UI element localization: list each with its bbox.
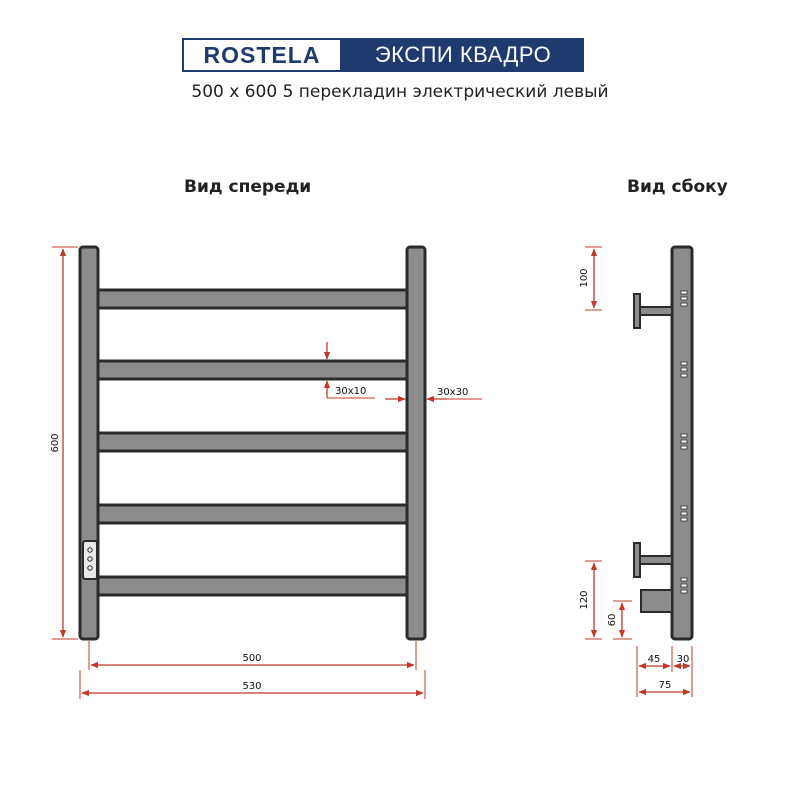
dim-top-offset-label: 100 xyxy=(579,268,590,288)
dim-total-depth-label: 75 xyxy=(658,680,672,691)
front-view-title: Вид спереди xyxy=(184,177,312,197)
rung xyxy=(98,361,407,379)
post-profile-label: 30х30 xyxy=(437,387,469,398)
right-post xyxy=(407,247,425,639)
dim-inner-width-label: 500 xyxy=(242,653,262,664)
side-view-title: Вид сбоку xyxy=(627,177,728,197)
side-view xyxy=(579,247,692,697)
rung xyxy=(98,290,407,308)
front-view xyxy=(50,247,482,699)
dim-outer-width-label: 530 xyxy=(242,681,262,692)
model-name: ЭКСПИ КВАДРО xyxy=(342,38,584,72)
rung xyxy=(98,577,407,595)
left-post xyxy=(80,247,98,639)
rung-profile-label: 30х10 xyxy=(335,386,367,397)
control-unit xyxy=(83,541,97,579)
dim-wall-gap-label: 45 xyxy=(647,654,661,665)
rung xyxy=(98,505,407,523)
top-mount-arm xyxy=(640,307,672,315)
dim-bottom-offset-label: 120 xyxy=(579,590,590,610)
dim-post-depth-label: 30 xyxy=(676,654,690,665)
rung xyxy=(98,433,407,451)
brand-name: ROSTELA xyxy=(182,38,342,72)
product-subtitle: 500 х 600 5 перекладин электрический левый xyxy=(191,82,609,102)
dim-heater-height-label: 60 xyxy=(607,613,618,627)
dim-height-label: 600 xyxy=(50,433,61,453)
heater-block xyxy=(641,590,672,612)
bottom-mount-arm xyxy=(640,556,672,564)
